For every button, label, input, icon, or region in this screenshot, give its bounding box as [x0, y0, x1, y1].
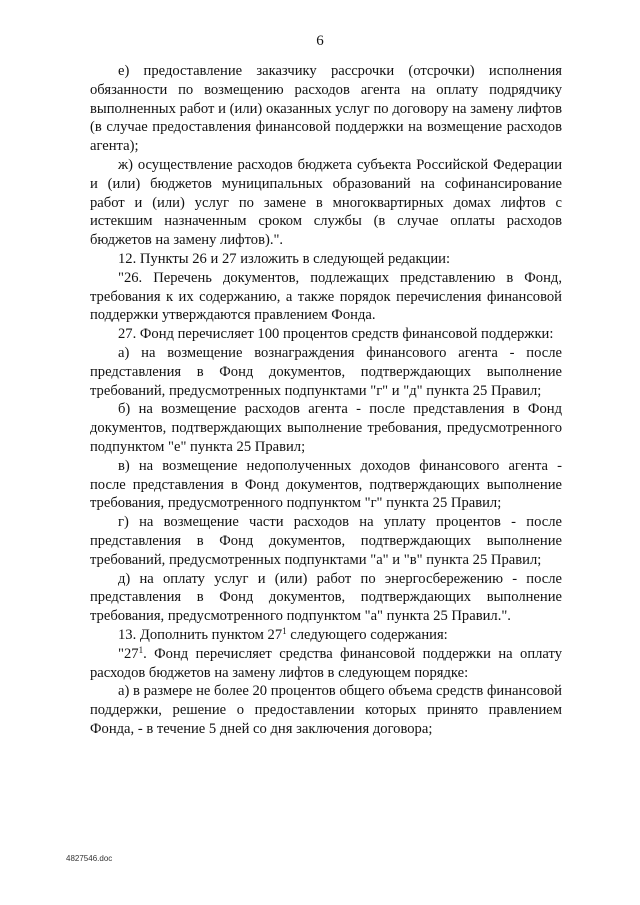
paragraph-item-27: 27. Фонд перечисляет 100 процентов средств финансовой поддержки:: [118, 326, 554, 343]
paragraph-item-13-text: 13. Дополнить пунктом 27: [118, 626, 283, 643]
paragraph-27-g: г) на возмещение части расходов на уплату процентов - после представления в Фонд документов, подтверждающих выполнение требований, предусмотренных подпунктами "а" и "в" пункта 25 Правил;: [90, 514, 562, 568]
paragraph-27-b: б) на возмещение расходов агента - после представления в Фонд документов, подтверждающих выполнение требования, предусмотренного подпунктом "е" пункта 25 Правил;: [90, 401, 562, 455]
paragraph-item-12: 12. Пункты 26 и 27 изложить в следующей редакции:: [118, 250, 451, 267]
paragraph-27-d: д) на оплату услуг и (или) работ по энергосбережению - после представления в Фонд документов, подтверждающих выполнение требования, предусмотренного подпунктом "а" пункта 25 Правил.".: [90, 570, 562, 625]
paragraph-27-v: в) на возмещение недополученных доходов финансового агента - после представления в Фонд документов, подтверждающих выполнение требования, предусмотренного подпунктом "г" пункта 25 Правил;: [90, 457, 562, 512]
document-body: [90, 62, 562, 739]
paragraph-item-26: "26. Перечень документов, подлежащих представлению в Фонд, требования к их содержанию, а также порядок перечисления финансовой поддержки утверждаются правлением Фонда.: [90, 269, 562, 324]
paragraph-item-13: [90, 626, 562, 645]
paragraph-27-a: а) на возмещение вознаграждения финансового агента - после представления в Фонд документов, подтверждающих выполнение требований, предусмотренных подпунктами "г" и "д" пункта 25 Правил;: [90, 344, 562, 399]
paragraph-e: е) предоставление заказчику рассрочки (отсрочки) исполнения обязанности по возмещению расходов агента на оплату подрядчику выполненных работ и (или) оказанных услуг по договору на замену лифтов (в случае предоставления финансовой поддержки на возмещение расходов агента);: [90, 63, 562, 155]
page-number: 6: [316, 33, 324, 49]
footer-filename: 4827546.doc: [66, 854, 113, 863]
paragraph-item-27-1-text: . Фонд перечисляет средства финансовой поддержки на оплату расходов бюджетов на замену лифтов в следующем порядке:: [90, 645, 562, 681]
paragraph-zh: ж) осуществление расходов бюджета субъекта Российской Федерации и (или) бюджетов муниципальных образований на софинансирование работ и (или) услуг по замене в многоквартирных домах лифтов с истекшим назначенным сроком службы (в случае оплаты расходов бюджетов на замену лифтов).".: [90, 156, 562, 249]
paragraph-item-27-1-number: "27: [118, 645, 139, 662]
paragraph-item-13-text-end: следующего содержания:: [286, 626, 448, 643]
paragraph-27-1-a: а) в размере не более 20 процентов общего объема средств финансовой поддержки, решение о предоставлении которых принято правлением Фонда, - в течение 5 дней со дня заключения договора;: [90, 683, 562, 737]
paragraph-item-27-1: [90, 645, 562, 683]
superscript-1: 1: [282, 625, 287, 636]
superscript-1: 1: [138, 644, 144, 655]
